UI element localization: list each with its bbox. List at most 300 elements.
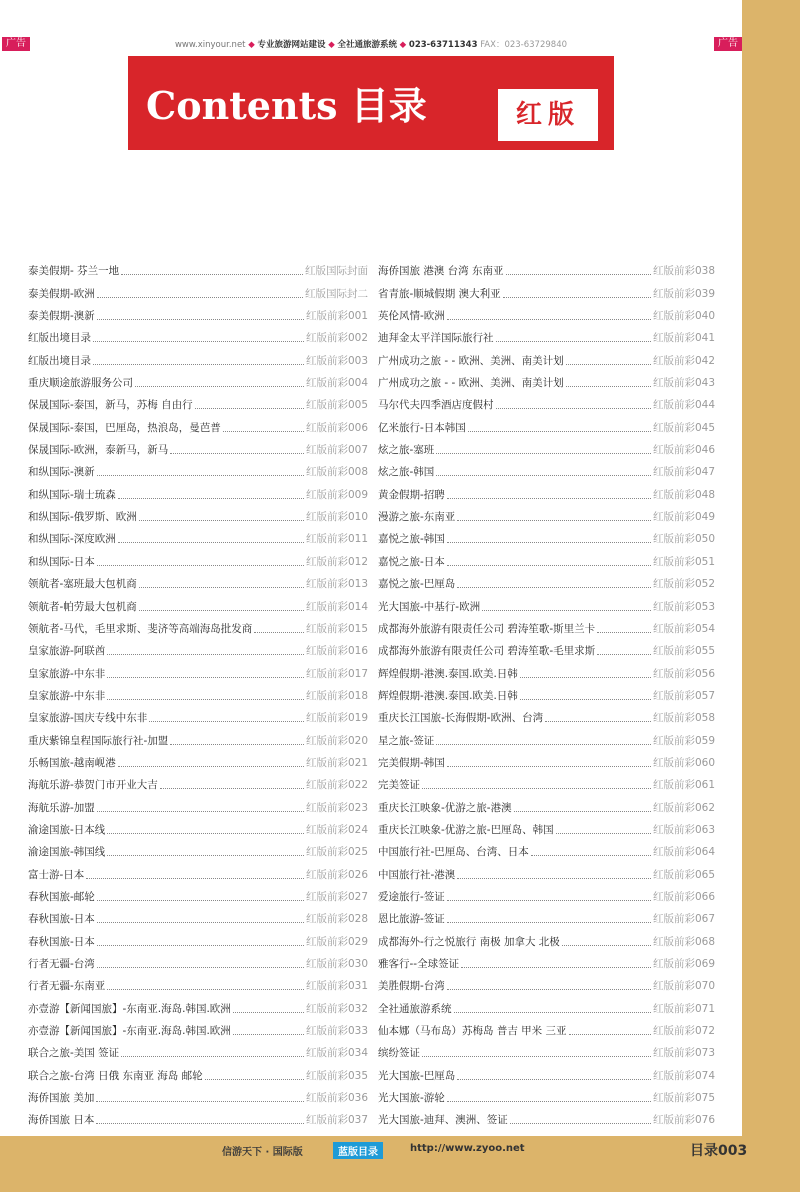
dot-leader [482, 610, 651, 611]
toc-entry[interactable] [28, 301, 368, 323]
toc-entry[interactable] [378, 1038, 715, 1060]
toc-entry[interactable] [378, 725, 715, 747]
edition-label: 红版 [498, 89, 598, 141]
toc-entry[interactable] [28, 278, 368, 300]
dot-leader [160, 788, 304, 789]
ad-badge-right[interactable]: 广告 [714, 37, 742, 51]
toc-entry[interactable] [28, 457, 368, 479]
toc-entry-label: 海航乐游-恭贺门市开业大吉 [28, 779, 158, 792]
toc-entry-page: 红版前彩056 [652, 667, 715, 680]
toc-entry-page: 红版前彩002 [305, 332, 368, 345]
toc-entry-page: 红版前彩060 [652, 756, 715, 769]
dot-leader [496, 408, 651, 409]
toc-entry-label: 英伦风情-欧洲 [378, 310, 445, 323]
toc-entry-page: 红版前彩047 [652, 466, 715, 479]
dot-leader [233, 1034, 304, 1035]
toc-entry[interactable] [378, 815, 715, 837]
toc-entry[interactable] [378, 748, 715, 770]
diamond-icon: ◆ [248, 40, 255, 50]
dot-leader [195, 408, 304, 409]
toc-entry-label: 春秋国旅-日本 [28, 935, 95, 948]
toc-entry[interactable] [28, 859, 368, 881]
dot-leader [97, 297, 303, 298]
toc-entry-page: 红版前彩007 [305, 444, 368, 457]
toc-entry-page: 红版前彩038 [652, 265, 715, 278]
toc-entry[interactable] [378, 256, 715, 278]
toc-entry-page: 红版前彩015 [305, 622, 368, 635]
toc-entry-page: 红版前彩061 [652, 779, 715, 792]
dot-leader [447, 922, 651, 923]
toc-entry-page: 红版前彩023 [305, 801, 368, 814]
contents-banner [128, 56, 614, 150]
toc-entry-page: 红版前彩017 [305, 667, 368, 680]
toc-entry[interactable] [378, 345, 715, 367]
toc-entry[interactable] [378, 524, 715, 546]
toc-entry[interactable] [28, 479, 368, 501]
toc-entry-page: 红版前彩024 [305, 823, 368, 836]
toc-entry[interactable] [28, 368, 368, 390]
toc-entry-page: 红版前彩029 [305, 935, 368, 948]
toc-entry[interactable] [28, 1016, 368, 1038]
dot-leader [223, 431, 304, 432]
toc-entry-label: 乐畅国旅-越南岘港 [28, 756, 116, 769]
dot-leader [566, 386, 651, 387]
toc-entry-page: 红版前彩036 [305, 1092, 368, 1105]
dot-leader [107, 654, 304, 655]
toc-entry-page: 红版前彩070 [652, 980, 715, 993]
toc-entry-page: 红版前彩072 [652, 1025, 715, 1038]
toc-entry-page: 红版前彩074 [652, 1069, 715, 1082]
dot-leader [510, 1123, 651, 1124]
toc-entry-label: 海侨国旅 港澳 台湾 东南亚 [378, 265, 504, 278]
toc-entry[interactable] [378, 591, 715, 613]
toc-entry-label: 嘉悦之旅-韩国 [378, 533, 445, 546]
dot-leader [447, 1101, 651, 1102]
dot-leader [93, 341, 304, 342]
toc-entry-page: 红版前彩076 [652, 1114, 715, 1127]
toc-entry-page: 红版前彩049 [652, 511, 715, 524]
dot-leader [233, 1012, 304, 1013]
toc-entry[interactable] [28, 815, 368, 837]
toc-entry-page: 红版前彩028 [305, 913, 368, 926]
toc-entry[interactable] [378, 971, 715, 993]
dot-leader [461, 967, 651, 968]
toc-entry[interactable] [378, 658, 715, 680]
dot-leader [447, 900, 651, 901]
dot-leader [562, 945, 651, 946]
dot-leader [447, 542, 651, 543]
toc-entry[interactable] [28, 926, 368, 948]
toc-entry[interactable] [28, 681, 368, 703]
dot-leader [97, 900, 304, 901]
contents-title: Contents 目录 [146, 83, 427, 128]
dot-leader [597, 632, 651, 633]
toc-entry-page: 红版前彩063 [652, 823, 715, 836]
toc-entry[interactable] [28, 1105, 368, 1127]
toc-entry[interactable] [378, 614, 715, 636]
dot-leader [121, 274, 303, 275]
toc-entry[interactable] [28, 591, 368, 613]
toc-entry-label: 联合之旅-台湾 日俄 东南亚 海岛 邮轮 [28, 1069, 203, 1082]
toc-entry[interactable] [28, 546, 368, 568]
toc-entry-label: 辉煌假期-港澳.泰国.欧美.日韩 [378, 667, 518, 680]
toc-entry-label: 红版出境目录 [28, 332, 91, 345]
toc-entry-page: 红版前彩059 [652, 734, 715, 747]
toc-entry[interactable] [378, 949, 715, 971]
dot-leader [468, 431, 651, 432]
dot-leader [97, 319, 304, 320]
toc-entry-label: 泰美假期- 芬兰一地 [28, 265, 120, 278]
toc-entry[interactable] [378, 278, 715, 300]
toc-entry[interactable] [28, 524, 368, 546]
toc-entry-label: 重庆长江映象-优游之旅-巴厘岛、韩国 [378, 823, 554, 836]
toc-entry-page: 红版前彩035 [305, 1069, 368, 1082]
toc-entry[interactable] [378, 1016, 715, 1038]
dot-leader [107, 855, 304, 856]
ad-badge-left[interactable]: 广告 [2, 37, 30, 51]
toc-entry-page: 红版前彩031 [305, 980, 368, 993]
toc-entry-label: 春秋国旅-日本 [28, 913, 95, 926]
toc-entry-label: 保晟国际-欧洲，泰新马，新马 [28, 444, 169, 457]
toc-entry-page: 红版前彩053 [652, 600, 715, 613]
toc-entry[interactable] [378, 457, 715, 479]
toc-entry-page: 红版前彩020 [305, 734, 368, 747]
dot-leader [97, 565, 304, 566]
dot-leader [97, 811, 304, 812]
toc-entry-label: 炫之旅-塞班 [378, 444, 435, 457]
toc-entry-page: 红版前彩019 [305, 712, 368, 725]
dot-leader [566, 364, 651, 365]
toc-entry-label: 领航者-马代，毛里求斯、斐济等高端海岛批发商 [28, 622, 253, 635]
toc-column-left [28, 256, 368, 1127]
toc-entry-page: 红版前彩025 [305, 846, 368, 859]
toc-entry-label: 领航者-帕劳最大包机商 [28, 600, 137, 613]
toc-entry[interactable] [378, 301, 715, 323]
toc-entry-label: 光大国旅-中基行-欧洲 [378, 600, 481, 613]
toc-entry[interactable] [28, 1038, 368, 1060]
toc-entry-page: 红版前彩005 [305, 399, 368, 412]
toc-entry-page: 红版前彩032 [305, 1002, 368, 1015]
dot-leader [139, 520, 304, 521]
toc-entry[interactable] [378, 993, 715, 1015]
toc-entry[interactable] [28, 390, 368, 412]
toc-entry[interactable] [28, 748, 368, 770]
toc-entry-page: 红版前彩054 [652, 622, 715, 635]
toc-entry[interactable] [378, 435, 715, 457]
dot-leader [135, 386, 304, 387]
toc-entry[interactable] [28, 904, 368, 926]
toc-entry-page: 红版前彩065 [652, 868, 715, 881]
dot-leader [97, 475, 304, 476]
toc-entry-label: 黄金假期-招聘 [378, 488, 445, 501]
toc-entry-page: 红版前彩043 [652, 377, 715, 390]
toc-entry-label: 重庆长江映象-优游之旅-港澳 [378, 801, 512, 814]
toc-entry-page: 红版前彩003 [305, 354, 368, 367]
toc-entry-page: 红版前彩069 [652, 958, 715, 970]
toc-entry-label: 光大国旅-迪拜、澳洲、签证 [378, 1114, 508, 1127]
info-item-system: 全社通旅游系统 [337, 40, 397, 50]
toc-entry-label: 行者无疆-东南亚 [28, 980, 106, 993]
toc-entry[interactable] [378, 569, 715, 591]
toc-entry-label: 嘉悦之旅-日本 [378, 555, 445, 568]
toc-entry[interactable] [378, 368, 715, 390]
dot-leader [457, 1079, 651, 1080]
toc-entry-label: 嘉悦之旅-巴厘岛 [378, 578, 456, 591]
toc-entry-label: 海航乐游-加盟 [28, 801, 95, 814]
toc-entry[interactable] [28, 971, 368, 993]
toc-entry-page: 红版前彩071 [652, 1002, 715, 1015]
info-item-website: 专业旅游网站建设 [257, 40, 326, 50]
dot-leader [514, 811, 651, 812]
footer-page-number: 目录003 [690, 1143, 748, 1159]
toc-entry[interactable] [378, 412, 715, 434]
toc-entry-label: 迪拜金太平洋国际旅行社 [378, 332, 494, 345]
dot-leader [457, 520, 651, 521]
dot-leader [520, 699, 651, 700]
toc-entry-page: 红版前彩014 [305, 600, 368, 613]
dot-leader [447, 766, 651, 767]
toc-entry-label: 广州成功之旅 - - 欧洲、美洲、南美计划 [378, 354, 564, 367]
dot-leader [107, 989, 304, 990]
toc-entry-label: 辉煌假期-港澳.泰国.欧美.日韩 [378, 689, 518, 702]
dot-leader [170, 453, 304, 454]
toc-entry[interactable] [378, 770, 715, 792]
toc-entry-label: 重庆紫锦皇程国际旅行社-加盟 [28, 734, 169, 747]
toc-entry-page: 红版前彩073 [652, 1047, 715, 1060]
toc-entry-label: 泰美假期-澳新 [28, 310, 95, 323]
toc-entry[interactable] [378, 546, 715, 568]
toc-entry-label: 省青旅-顺城假期 澳大利亚 [378, 287, 501, 300]
toc-entry[interactable] [378, 859, 715, 881]
toc-entry-page: 红版前彩048 [652, 488, 715, 501]
toc-entry-label: 恩比旅游-签证 [378, 913, 445, 926]
toc-entry-label: 全社通旅游系统 [378, 1002, 452, 1015]
toc-entry-label: 亦壹游【新闻国旅】-东南亚.海岛.韩国.欧洲 [28, 1025, 231, 1038]
toc-entry-label: 星之旅-签证 [378, 734, 435, 747]
top-info-bar [0, 34, 800, 54]
toc-entry[interactable] [28, 1060, 368, 1082]
toc-entry-page: 红版前彩068 [652, 935, 715, 948]
dot-leader [118, 542, 304, 543]
toc-entry-page: 红版前彩012 [305, 555, 368, 568]
toc-entry[interactable] [378, 390, 715, 412]
dot-leader [107, 677, 304, 678]
toc-entry-label: 广州成功之旅 - - 欧洲、美洲、南美计划 [378, 377, 564, 390]
toc-entry-label: 缤纷签证 [378, 1047, 420, 1060]
toc-entry[interactable] [28, 614, 368, 636]
dot-leader [597, 654, 651, 655]
toc-entry-page: 红版前彩010 [305, 511, 368, 524]
dot-leader [447, 989, 651, 990]
toc-entry-page: 红版前彩026 [305, 868, 368, 881]
toc-entry-page: 红版前彩016 [305, 645, 368, 658]
toc-entry[interactable] [378, 681, 715, 703]
toc-entry-page: 红版前彩006 [305, 421, 368, 434]
dot-leader [118, 766, 304, 767]
dot-leader [139, 587, 304, 588]
toc-entry[interactable] [28, 658, 368, 680]
toc-entry-page: 红版国际封面 [305, 265, 368, 278]
toc-entry[interactable] [28, 435, 368, 457]
dot-leader [457, 587, 651, 588]
dot-leader [107, 833, 304, 834]
toc-entry-page: 红版前彩064 [652, 846, 715, 859]
dot-leader [93, 364, 304, 365]
toc-entry[interactable] [28, 882, 368, 904]
toc-entry-label: 和纵国际-日本 [28, 555, 95, 568]
dot-leader [97, 922, 304, 923]
dot-leader [205, 1079, 304, 1080]
dot-leader [569, 1034, 651, 1035]
toc-entry-page: 红版前彩001 [305, 310, 368, 323]
toc-entry-page: 红版前彩011 [305, 533, 368, 546]
toc-entry[interactable] [378, 837, 715, 859]
toc-entry[interactable] [28, 323, 368, 345]
dot-leader [520, 677, 651, 678]
toc-entry-page: 红版前彩052 [652, 578, 715, 591]
toc-entry-label: 海侨国旅 美加 [28, 1092, 95, 1105]
dot-leader [436, 744, 651, 745]
toc-entry-label: 重庆顺途旅游服务公司 [28, 377, 133, 390]
footer-url-link[interactable]: http://www.zyoo.net [410, 1143, 525, 1154]
toc-entry-page: 红版前彩009 [305, 488, 368, 501]
toc-entry-label: 美胜假期-台湾 [378, 980, 445, 993]
toc-entry-page: 红版前彩058 [652, 712, 715, 725]
dot-leader [96, 1123, 304, 1124]
toc-column-right [378, 256, 715, 1127]
toc-entry-page: 红版前彩004 [305, 377, 368, 390]
toc-entry-label: 漫游之旅-东南亚 [378, 511, 456, 524]
toc-entry-page: 红版前彩042 [652, 354, 715, 367]
toc-entry-label: 红版出境目录 [28, 354, 91, 367]
toc-entry[interactable] [378, 703, 715, 725]
toc-entry[interactable] [28, 256, 368, 278]
toc-entry-page: 红版前彩066 [652, 890, 715, 903]
dot-leader [457, 878, 651, 879]
toc-entry[interactable] [28, 703, 368, 725]
toc-entry[interactable] [28, 636, 368, 658]
toc-entry[interactable] [28, 502, 368, 524]
toc-entry[interactable] [28, 792, 368, 814]
toc-entry-label: 爱途旅行-签证 [378, 890, 445, 903]
toc-entry-label: 联合之旅-美国 签证 [28, 1047, 120, 1060]
toc-entry[interactable] [378, 882, 715, 904]
footer-badge[interactable]: 蓝版目录 [333, 1142, 383, 1159]
toc-entry[interactable] [378, 323, 715, 345]
toc-entry-label: 保晟国际-泰国，巴厘岛，热浪岛，曼芭普 [28, 421, 221, 434]
dot-leader [422, 1056, 651, 1057]
toc-entry-page: 红版前彩044 [652, 399, 715, 412]
phone-number: 023-63711343 [408, 40, 478, 50]
toc-entry[interactable] [378, 502, 715, 524]
toc-entry[interactable] [378, 792, 715, 814]
toc-entry-label: 成都海外旅游有限责任公司 碧涛笙歌-斯里兰卡 [378, 622, 596, 635]
toc-entry-label: 皇家旅游-国庆专线中东非 [28, 712, 148, 725]
toc-entry[interactable] [28, 345, 368, 367]
toc-entry[interactable] [378, 926, 715, 948]
toc-entry-page: 红版前彩022 [305, 779, 368, 792]
toc-entry-page: 红版前彩057 [652, 689, 715, 702]
footer-brand: 信游天下 · 国际版 [222, 1147, 303, 1158]
toc-entry-label: 和纵国际-瑞士琉森 [28, 488, 116, 501]
toc-entry[interactable] [28, 412, 368, 434]
toc-entry[interactable] [28, 993, 368, 1015]
dot-leader [97, 945, 304, 946]
toc-entry-label: 泰美假期-欧洲 [28, 287, 95, 300]
top-info-text [0, 38, 742, 50]
dot-leader [96, 1101, 304, 1102]
toc-entry[interactable] [378, 636, 715, 658]
toc-entry-label: 重庆长江国旅-长海假期-欧洲、台湾 [378, 712, 544, 725]
toc-entry[interactable] [28, 837, 368, 859]
toc-entry-label: 雅客行--全球签证 [378, 958, 460, 970]
dot-leader [118, 498, 304, 499]
toc-entry-label: 中国旅行社-巴厘岛、台湾、日本 [378, 846, 529, 859]
toc-entry-page: 红版前彩037 [305, 1114, 368, 1127]
toc-entry-label: 和纵国际-澳新 [28, 466, 95, 479]
toc-entry[interactable] [28, 569, 368, 591]
toc-entry-label: 保晟国际-泰国，新马，苏梅 自由行 [28, 399, 193, 412]
toc-entry-page: 红版前彩021 [305, 756, 368, 769]
dot-leader [454, 1012, 651, 1013]
toc-entry-label: 成都海外旅游有限责任公司 碧涛笙歌-毛里求斯 [378, 645, 596, 658]
toc-entry-page: 红版前彩013 [305, 578, 368, 591]
toc-entry[interactable] [28, 770, 368, 792]
toc-entry-label: 光大国旅-游轮 [378, 1092, 445, 1105]
toc-entry-label: 和纵国际-深度欧洲 [28, 533, 116, 546]
dot-leader [254, 632, 304, 633]
toc-entry-page: 红版前彩062 [652, 801, 715, 814]
toc-entry-page: 红版前彩075 [652, 1092, 715, 1105]
toc-entry-label: 亦壹游【新闻国旅】-东南亚.海岛.韩国.欧洲 [28, 1002, 231, 1015]
toc-entry-label: 光大国旅-巴厘岛 [378, 1069, 456, 1082]
toc-entry-label: 渝途国旅-韩国线 [28, 846, 106, 859]
toc-entry-page: 红版前彩041 [652, 332, 715, 345]
toc-entry-label: 马尔代夫四季酒店度假村 [378, 399, 494, 412]
toc-entry[interactable] [378, 1105, 715, 1127]
toc-entry-page: 红版前彩051 [652, 555, 715, 568]
toc-entry-page: 红版前彩030 [305, 958, 368, 970]
toc-entry[interactable] [378, 1060, 715, 1082]
toc-entry-label: 富士游-日本 [28, 868, 85, 881]
toc-entry[interactable] [28, 1083, 368, 1105]
toc-entry[interactable] [378, 1083, 715, 1105]
dot-leader [86, 878, 304, 879]
toc-entry-label: 海侨国旅 日本 [28, 1114, 95, 1127]
toc-entry[interactable] [28, 949, 368, 971]
toc-entry-label: 皇家旅游-中东非 [28, 689, 106, 702]
toc-entry-page: 红版前彩039 [652, 287, 715, 300]
dot-leader [447, 565, 651, 566]
toc-entry[interactable] [378, 904, 715, 926]
toc-entry-page: 红版前彩040 [652, 310, 715, 323]
toc-entry-label: 中国旅行社-港澳 [378, 868, 456, 881]
diamond-icon: ◆ [399, 40, 407, 50]
toc-entry-label: 皇家旅游-阿联酋 [28, 645, 106, 658]
dot-leader [447, 319, 651, 320]
toc-entry[interactable] [378, 479, 715, 501]
toc-entry-label: 春秋国旅-邮轮 [28, 890, 95, 903]
toc-entry[interactable] [28, 725, 368, 747]
dot-leader [170, 744, 304, 745]
toc-entry-label: 渝途国旅-日本线 [28, 823, 106, 836]
site-link[interactable]: www.xinyour.net [174, 40, 246, 50]
toc-entry-label: 完美签证 [378, 779, 420, 792]
footer-bar [0, 1136, 800, 1166]
diamond-icon: ◆ [328, 40, 335, 50]
toc-entry-page: 红版前彩067 [652, 913, 715, 926]
fax-number: FAX：023-63729840 [480, 40, 568, 50]
